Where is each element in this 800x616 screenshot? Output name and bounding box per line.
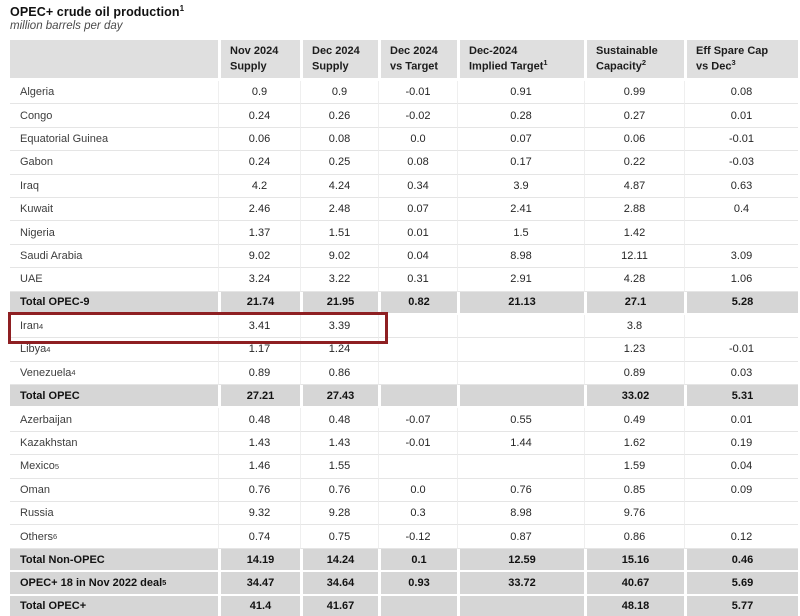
production-table — [10, 40, 798, 616]
table-row — [10, 245, 798, 268]
cell-value: 0.03 — [684, 362, 798, 385]
cell-value: 0.31 — [378, 268, 457, 291]
row-label: Total Non-OPEC — [10, 549, 218, 572]
cell-value — [457, 385, 584, 408]
table-row — [10, 175, 798, 198]
cell-value: 1.43 — [218, 432, 300, 455]
cell-value: 27.43 — [300, 385, 378, 408]
cell-value: 5.77 — [684, 596, 798, 616]
cell-value — [684, 502, 798, 525]
row-label: Iran 4 — [10, 315, 218, 338]
row-label: Iraq — [10, 175, 218, 198]
column-header-line1: Eff Spare Cap — [696, 44, 769, 57]
table-row — [10, 151, 798, 174]
cell-value: 3.39 — [300, 315, 378, 338]
cell-value: 0.82 — [378, 292, 457, 315]
cell-value: 2.48 — [300, 198, 378, 221]
cell-value — [378, 596, 457, 616]
table-row — [10, 502, 798, 525]
cell-value: 0.86 — [300, 362, 378, 385]
row-label: Saudi Arabia — [10, 245, 218, 268]
cell-value: 4.2 — [218, 175, 300, 198]
table-row — [10, 362, 798, 385]
cell-value — [378, 362, 457, 385]
cell-value: 0.04 — [378, 245, 457, 268]
cell-value: 0.01 — [684, 408, 798, 431]
row-label: Russia — [10, 502, 218, 525]
table-row — [10, 315, 798, 338]
cell-value: 1.59 — [584, 455, 684, 478]
table-row — [10, 385, 798, 408]
column-header — [457, 40, 584, 78]
cell-value: 33.72 — [457, 572, 584, 595]
cell-value: 1.44 — [457, 432, 584, 455]
row-label: Equatorial Guinea — [10, 128, 218, 151]
cell-value: 0.01 — [378, 221, 457, 244]
cell-value: 9.76 — [584, 502, 684, 525]
row-label: Kazakhstan — [10, 432, 218, 455]
cell-value: 0.09 — [684, 479, 798, 502]
column-header-line2: Supply — [312, 60, 349, 73]
cell-value: 0.93 — [378, 572, 457, 595]
cell-value: 1.17 — [218, 338, 300, 361]
table-row — [10, 268, 798, 291]
table-row — [10, 338, 798, 361]
cell-value: 0.06 — [584, 128, 684, 151]
row-label-footnote-marker: 5 — [162, 578, 167, 588]
cell-value: 2.41 — [457, 198, 584, 221]
table-header-row — [10, 40, 798, 81]
column-header-line1: Sustainable — [596, 44, 658, 57]
cell-value: 0.9 — [218, 81, 300, 104]
cell-value: 0.27 — [584, 104, 684, 127]
cell-value — [457, 338, 584, 361]
cell-value: 0.01 — [684, 104, 798, 127]
page-title-footnote-marker: 1 — [179, 4, 185, 13]
cell-value: 1.46 — [218, 455, 300, 478]
cell-value: 41.67 — [300, 596, 378, 616]
column-header-line1: Dec 2024 — [390, 44, 438, 57]
cell-value: 5.31 — [684, 385, 798, 408]
cell-value: 33.02 — [584, 385, 684, 408]
cell-value: 0.4 — [684, 198, 798, 221]
table-row — [10, 128, 798, 151]
cell-value: -0.12 — [378, 525, 457, 548]
row-label: Total OPEC+ — [10, 596, 218, 616]
cell-value: 12.59 — [457, 549, 584, 572]
cell-value: 1.06 — [684, 268, 798, 291]
cell-value: -0.01 — [684, 128, 798, 151]
cell-value: 0.48 — [300, 408, 378, 431]
cell-value — [457, 455, 584, 478]
cell-value: 9.28 — [300, 502, 378, 525]
cell-value: 1.55 — [300, 455, 378, 478]
cell-value: 27.21 — [218, 385, 300, 408]
cell-value — [457, 596, 584, 616]
cell-value: 8.98 — [457, 502, 584, 525]
cell-value: 9.32 — [218, 502, 300, 525]
cell-value: 8.98 — [457, 245, 584, 268]
column-header-footnote-marker: 1 — [543, 58, 548, 68]
cell-value: 14.19 — [218, 549, 300, 572]
column-header-footnote-marker: 3 — [731, 58, 736, 68]
cell-value: 3.9 — [457, 175, 584, 198]
column-header — [584, 40, 684, 78]
cell-value: 0.9 — [300, 81, 378, 104]
cell-value — [378, 455, 457, 478]
cell-value: 0.28 — [457, 104, 584, 127]
cell-value: 1.42 — [584, 221, 684, 244]
cell-value: 0.24 — [218, 104, 300, 127]
table-row — [10, 198, 798, 221]
cell-value: 15.16 — [584, 549, 684, 572]
row-label: Congo — [10, 104, 218, 127]
cell-value: 5.69 — [684, 572, 798, 595]
cell-value: 2.91 — [457, 268, 584, 291]
cell-value: 4.87 — [584, 175, 684, 198]
row-label: UAE — [10, 268, 218, 291]
cell-value: 41.4 — [218, 596, 300, 616]
table-row — [10, 292, 798, 315]
cell-value: 0.49 — [584, 408, 684, 431]
row-label: Kuwait — [10, 198, 218, 221]
cell-value: 0.22 — [584, 151, 684, 174]
cell-value: 1.5 — [457, 221, 584, 244]
column-header-line1: Dec 2024 — [312, 44, 360, 57]
cell-value: 0.24 — [218, 151, 300, 174]
cell-value: 0.3 — [378, 502, 457, 525]
cell-value: 3.09 — [684, 245, 798, 268]
cell-value: 0.75 — [300, 525, 378, 548]
cell-value: 2.88 — [584, 198, 684, 221]
cell-value: -0.07 — [378, 408, 457, 431]
cell-value: 0.55 — [457, 408, 584, 431]
cell-value: 0.08 — [684, 81, 798, 104]
cell-value: 40.67 — [584, 572, 684, 595]
cell-value: 21.13 — [457, 292, 584, 315]
column-header-line2: vs Dec$^3$ — [696, 58, 736, 73]
row-label-footnote-marker: 4 — [46, 344, 51, 354]
table-row — [10, 525, 798, 548]
cell-value: -0.01 — [684, 338, 798, 361]
cell-value: 0.46 — [684, 549, 798, 572]
cell-value: 0.87 — [457, 525, 584, 548]
cell-value: 0.17 — [457, 151, 584, 174]
column-header-footnote-marker: 2 — [641, 58, 647, 68]
cell-value: 0.76 — [218, 479, 300, 502]
column-header — [218, 40, 300, 78]
cell-value: 21.95 — [300, 292, 378, 315]
cell-value: 0.63 — [684, 175, 798, 198]
table-row — [10, 81, 798, 104]
cell-value: 21.74 — [218, 292, 300, 315]
column-header-line2: Implied Target$^1$ — [469, 58, 548, 73]
cell-value — [457, 315, 584, 338]
cell-value: 12.11 — [584, 245, 684, 268]
cell-value: 0.48 — [218, 408, 300, 431]
column-header — [684, 40, 798, 78]
cell-value: 0.34 — [378, 175, 457, 198]
cell-value: 14.24 — [300, 549, 378, 572]
cell-value — [684, 315, 798, 338]
row-label: Total OPEC — [10, 385, 218, 408]
cell-value: 9.02 — [218, 245, 300, 268]
row-label: Others 6 — [10, 525, 218, 548]
table-row — [10, 104, 798, 127]
cell-value: 5.28 — [684, 292, 798, 315]
cell-value: 1.62 — [584, 432, 684, 455]
row-label: Libya 4 — [10, 338, 218, 361]
cell-value: 0.99 — [584, 81, 684, 104]
cell-value: 0.07 — [378, 198, 457, 221]
column-header-line2: Supply — [230, 60, 267, 73]
cell-value: 0.86 — [584, 525, 684, 548]
cell-value — [378, 315, 457, 338]
cell-value: -0.02 — [378, 104, 457, 127]
cell-value: 0.06 — [218, 128, 300, 151]
table-row — [10, 596, 798, 616]
header-corner-cell — [10, 40, 218, 78]
cell-value: 0.76 — [457, 479, 584, 502]
cell-value: 1.37 — [218, 221, 300, 244]
cell-value: 27.1 — [584, 292, 684, 315]
table-row — [10, 455, 798, 478]
cell-value: 1.23 — [584, 338, 684, 361]
cell-value: 0.19 — [684, 432, 798, 455]
table-row — [10, 408, 798, 431]
column-header — [378, 40, 457, 78]
cell-value: -0.01 — [378, 432, 457, 455]
column-header-line1: Nov 2024 — [230, 44, 279, 57]
page-title-text: OPEC+ crude oil production — [10, 5, 180, 20]
column-header-line1: Dec-2024 — [469, 44, 518, 57]
cell-value: 3.22 — [300, 268, 378, 291]
table-row — [10, 572, 798, 595]
row-label: Mexico 5 — [10, 455, 218, 478]
cell-value: 2.46 — [218, 198, 300, 221]
cell-value: 48.18 — [584, 596, 684, 616]
cell-value: 3.24 — [218, 268, 300, 291]
cell-value — [684, 221, 798, 244]
cell-value: 0.04 — [684, 455, 798, 478]
page-subtitle: million barrels per day — [10, 20, 123, 32]
table-body — [10, 81, 798, 616]
row-label-footnote-marker: 6 — [53, 532, 58, 542]
cell-value: 1.43 — [300, 432, 378, 455]
cell-value: 0.08 — [378, 151, 457, 174]
cell-value: 0.89 — [218, 362, 300, 385]
table-row — [10, 432, 798, 455]
cell-value: 0.08 — [300, 128, 378, 151]
row-label: Total OPEC-9 — [10, 292, 218, 315]
row-label: Algeria — [10, 81, 218, 104]
cell-value: 0.85 — [584, 479, 684, 502]
row-label: Oman — [10, 479, 218, 502]
cell-value: 0.0 — [378, 479, 457, 502]
row-label: Azerbaijan — [10, 408, 218, 431]
cell-value — [457, 362, 584, 385]
column-header — [300, 40, 378, 78]
cell-value: 34.64 — [300, 572, 378, 595]
cell-value — [378, 338, 457, 361]
cell-value: 0.26 — [300, 104, 378, 127]
table-row — [10, 549, 798, 572]
cell-value: -0.01 — [378, 81, 457, 104]
row-label-footnote-marker: 5 — [54, 461, 60, 471]
row-label: Nigeria — [10, 221, 218, 244]
cell-value: 0.91 — [457, 81, 584, 104]
row-label: Gabon — [10, 151, 218, 174]
cell-value — [378, 385, 457, 408]
cell-value: 3.8 — [584, 315, 684, 338]
column-header-line2: Capacity$^2$ — [596, 58, 647, 73]
row-label-footnote-marker: 4 — [71, 368, 76, 378]
cell-value: 0.12 — [684, 525, 798, 548]
cell-value: 0.07 — [457, 128, 584, 151]
cell-value: 0.1 — [378, 549, 457, 572]
cell-value: 0.74 — [218, 525, 300, 548]
cell-value: 4.28 — [584, 268, 684, 291]
cell-value: 34.47 — [218, 572, 300, 595]
column-header-line2: vs Target — [390, 60, 439, 73]
cell-value: 9.02 — [300, 245, 378, 268]
row-label-footnote-marker: 4 — [38, 321, 44, 331]
cell-value: 0.89 — [584, 362, 684, 385]
table-row — [10, 479, 798, 502]
table-row — [10, 221, 798, 244]
cell-value: 0.25 — [300, 151, 378, 174]
cell-value: 0.76 — [300, 479, 378, 502]
cell-value: 4.24 — [300, 175, 378, 198]
cell-value: 1.51 — [300, 221, 378, 244]
row-label: Venezuela 4 — [10, 362, 218, 385]
cell-value: 0.0 — [378, 128, 457, 151]
page-title — [10, 4, 184, 19]
cell-value: -0.03 — [684, 151, 798, 174]
cell-value: 1.24 — [300, 338, 378, 361]
row-label: OPEC+ 18 in Nov 2022 deal 5 — [10, 572, 218, 595]
cell-value: 3.41 — [218, 315, 300, 338]
